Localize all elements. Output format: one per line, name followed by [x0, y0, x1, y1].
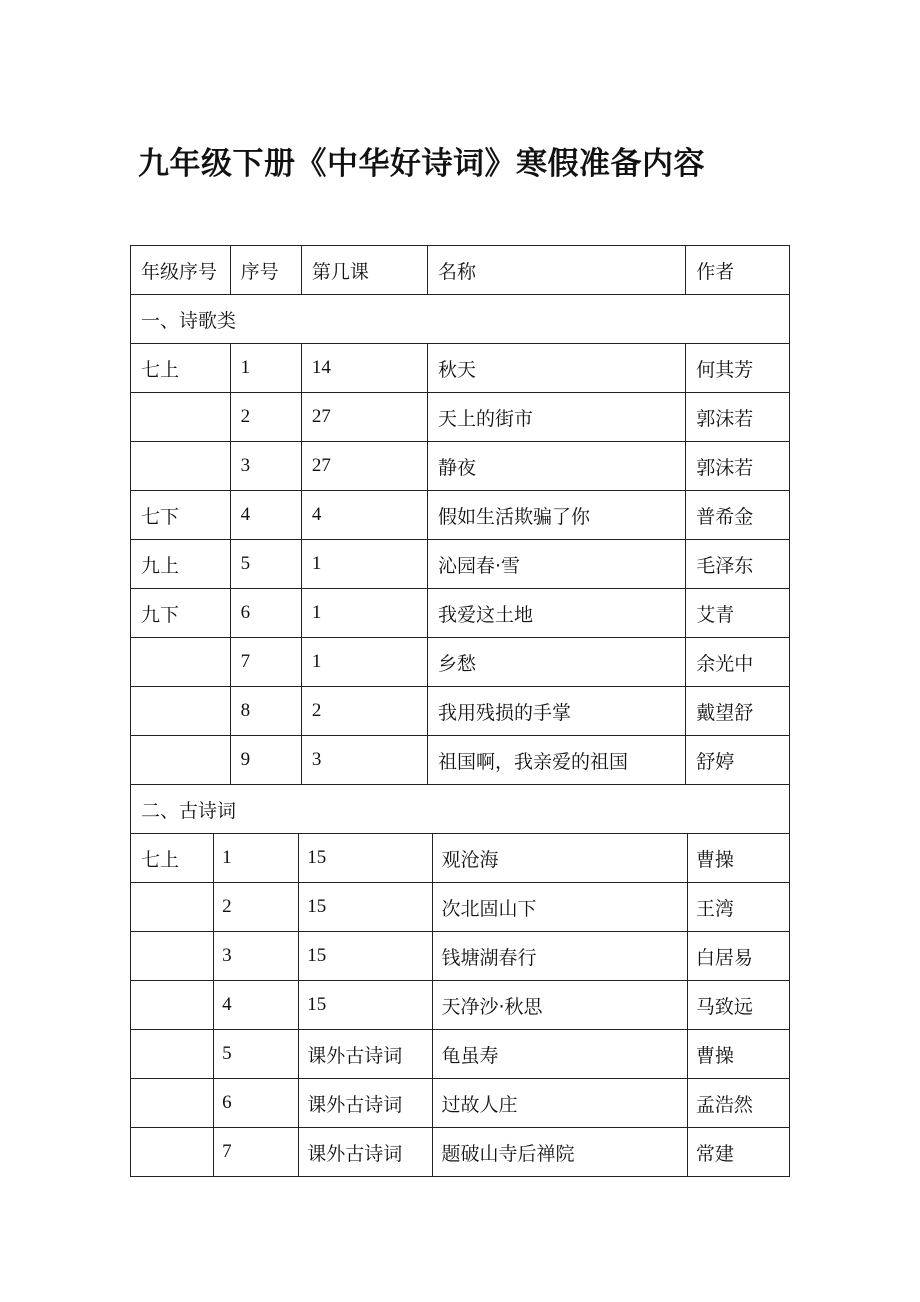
author-cell: 何其芳 [686, 344, 790, 393]
grade-cell: 九上 [131, 540, 231, 589]
lesson-cell: 14 [301, 344, 427, 393]
header-name: 名称 [427, 246, 685, 295]
grade-cell: 九下 [131, 589, 231, 638]
classical-poem-table [130, 833, 790, 1177]
name-cell: 我用残损的手掌 [427, 687, 685, 736]
name-cell: 祖国啊，我亲爱的祖国 [427, 736, 685, 785]
header-no: 序号 [230, 246, 301, 295]
table-row [131, 638, 790, 687]
lesson-cell: 1 [301, 540, 427, 589]
table-row [131, 932, 790, 981]
author-cell: 王湾 [687, 883, 789, 932]
author-cell: 曹操 [687, 834, 789, 883]
author-cell: 马致远 [687, 981, 789, 1030]
author-cell: 舒婷 [686, 736, 790, 785]
author-cell: 郭沫若 [686, 393, 790, 442]
name-cell: 乡愁 [427, 638, 685, 687]
table-row [131, 736, 790, 785]
lesson-cell: 3 [301, 736, 427, 785]
author-cell: 白居易 [687, 932, 789, 981]
section-heading-row [131, 295, 790, 344]
table-row [131, 491, 790, 540]
lesson-cell: 27 [301, 442, 427, 491]
lesson-cell: 课外古诗词 [299, 1079, 433, 1128]
table-row [131, 442, 790, 491]
section-heading: 二、古诗词 [131, 785, 790, 834]
lesson-cell: 15 [299, 932, 433, 981]
name-cell: 静夜 [427, 442, 685, 491]
name-cell: 钱塘湖春行 [433, 932, 687, 981]
lesson-cell: 27 [301, 393, 427, 442]
name-cell: 天上的街市 [427, 393, 685, 442]
table-row [131, 589, 790, 638]
grade-cell [131, 1079, 214, 1128]
grade-cell [131, 1128, 214, 1177]
lesson-cell: 15 [299, 883, 433, 932]
no-cell: 4 [230, 491, 301, 540]
author-cell: 郭沫若 [686, 442, 790, 491]
no-cell: 2 [230, 393, 301, 442]
table-row [131, 687, 790, 736]
author-cell: 普希金 [686, 491, 790, 540]
author-cell: 戴望舒 [686, 687, 790, 736]
table-row [131, 834, 790, 883]
name-cell: 天净沙·秋思 [433, 981, 687, 1030]
grade-cell: 七上 [131, 344, 231, 393]
header-author: 作者 [686, 246, 790, 295]
name-cell: 题破山寺后禅院 [433, 1128, 687, 1177]
lesson-cell: 15 [299, 834, 433, 883]
table-row [131, 981, 790, 1030]
table-row [131, 344, 790, 393]
no-cell: 9 [230, 736, 301, 785]
table-row [131, 540, 790, 589]
no-cell: 3 [214, 932, 299, 981]
section-heading: 一、诗歌类 [131, 295, 790, 344]
name-cell: 次北固山下 [433, 883, 687, 932]
lesson-cell: 课外古诗词 [299, 1030, 433, 1079]
grade-cell: 七下 [131, 491, 231, 540]
no-cell: 1 [214, 834, 299, 883]
no-cell: 8 [230, 687, 301, 736]
table-row [131, 1128, 790, 1177]
no-cell: 6 [230, 589, 301, 638]
no-cell: 3 [230, 442, 301, 491]
author-cell: 艾青 [686, 589, 790, 638]
section-heading-row [131, 785, 790, 834]
lesson-cell: 1 [301, 589, 427, 638]
author-cell: 孟浩然 [687, 1079, 789, 1128]
name-cell: 秋天 [427, 344, 685, 393]
grade-cell [131, 932, 214, 981]
page-title: 九年级下册《中华好诗词》寒假准备内容 [138, 146, 705, 182]
grade-cell [131, 981, 214, 1030]
grade-cell [131, 638, 231, 687]
no-cell: 7 [214, 1128, 299, 1177]
grade-cell [131, 883, 214, 932]
name-cell: 龟虽寿 [433, 1030, 687, 1079]
no-cell: 5 [214, 1030, 299, 1079]
grade-cell: 七上 [131, 834, 214, 883]
name-cell: 沁园春·雪 [427, 540, 685, 589]
grade-cell [131, 1030, 214, 1079]
no-cell: 7 [230, 638, 301, 687]
header-row [131, 246, 790, 295]
author-cell: 毛泽东 [686, 540, 790, 589]
lesson-cell: 1 [301, 638, 427, 687]
lesson-cell: 15 [299, 981, 433, 1030]
name-cell: 过故人庄 [433, 1079, 687, 1128]
lesson-cell: 2 [301, 687, 427, 736]
no-cell: 1 [230, 344, 301, 393]
author-cell: 曹操 [687, 1030, 789, 1079]
name-cell: 假如生活欺骗了你 [427, 491, 685, 540]
grade-cell [131, 393, 231, 442]
no-cell: 6 [214, 1079, 299, 1128]
table-row [131, 883, 790, 932]
table-row [131, 1079, 790, 1128]
table-row [131, 393, 790, 442]
lesson-cell: 4 [301, 491, 427, 540]
grade-cell [131, 687, 231, 736]
poem-table [130, 245, 790, 834]
author-cell: 余光中 [686, 638, 790, 687]
grade-cell [131, 442, 231, 491]
header-grade: 年级序号 [131, 246, 231, 295]
author-cell: 常建 [687, 1128, 789, 1177]
header-lesson: 第几课 [301, 246, 427, 295]
no-cell: 4 [214, 981, 299, 1030]
no-cell: 5 [230, 540, 301, 589]
name-cell: 我爱这土地 [427, 589, 685, 638]
lesson-cell: 课外古诗词 [299, 1128, 433, 1177]
table-row [131, 1030, 790, 1079]
no-cell: 2 [214, 883, 299, 932]
name-cell: 观沧海 [433, 834, 687, 883]
grade-cell [131, 736, 231, 785]
